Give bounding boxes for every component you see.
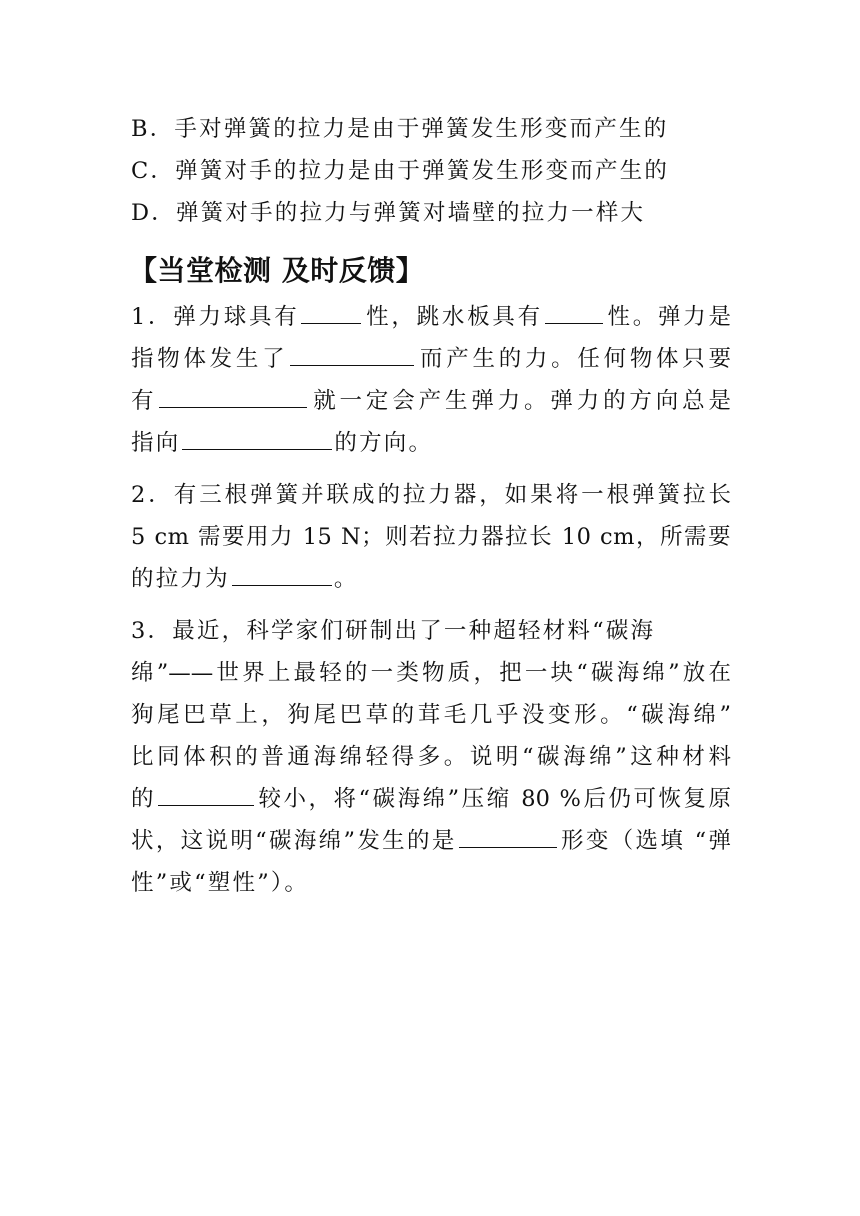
answer-blank[interactable] [459, 829, 557, 848]
q2-line-1: 2．有三根弹簧并联成的拉力器，如果将一根弹簧拉长 [131, 482, 731, 508]
q3-line-6: 状，这说明“碳海绵”发生的是 形变（选填 “弹 [131, 828, 731, 854]
answer-blank[interactable] [301, 305, 361, 324]
option-b: B．手对弹簧的拉力是由于弹簧发生形变而产生的 [131, 116, 669, 142]
question-3 [131, 610, 731, 904]
section-title: 【当堂检测 及时反馈】 [129, 254, 425, 287]
document-page [131, 108, 731, 904]
option-d: D．弹簧对手的拉力与弹簧对墙壁的拉力一样大 [131, 200, 646, 226]
q3-line-7: 性”或“塑性”）。 [131, 870, 310, 896]
q1-line-2: 指物体发生了 而产生的力。任何物体只要 [131, 346, 731, 372]
question-2 [131, 474, 731, 600]
q1-line-3: 有 就一定会产生弹力。弹力的方向总是 [131, 388, 731, 414]
q1-line-1: 1．弹力球具有 性，跳水板具有 性。弹力是 [131, 304, 731, 330]
option-c: C．弹簧对手的拉力是由于弹簧发生形变而产生的 [131, 158, 670, 184]
q2-line-2: 5 cm 需要用力 15 N；则若拉力器拉长 10 cm，所需要 [131, 524, 731, 550]
question-1 [131, 296, 731, 464]
q1-line-4: 指向 的方向。 [131, 430, 434, 456]
q3-line-4: 比同体积的普通海绵轻得多。说明“碳海绵”这种材料 [131, 744, 731, 770]
q3-line-5: 的 较小，将“碳海绵”压缩 80 %后仍可恢复原 [131, 786, 731, 812]
q2-line-3: 的拉力为 。 [131, 566, 359, 592]
q3-line-2: 绵”——世界上最轻的一类物质，把一块“碳海绵”放在 [131, 660, 731, 686]
answer-blank[interactable] [545, 305, 603, 324]
answer-blank[interactable] [158, 787, 254, 806]
answer-blank[interactable] [232, 567, 332, 586]
answer-blank[interactable] [182, 431, 332, 450]
q3-line-1: 3．最近，科学家们研制出了一种超轻材料“碳海 [131, 618, 656, 644]
answer-blank[interactable] [290, 347, 414, 366]
q3-line-3: 狗尾巴草上，狗尾巴草的茸毛几乎没变形。“碳海绵” [131, 702, 731, 728]
answer-blank[interactable] [159, 389, 307, 408]
